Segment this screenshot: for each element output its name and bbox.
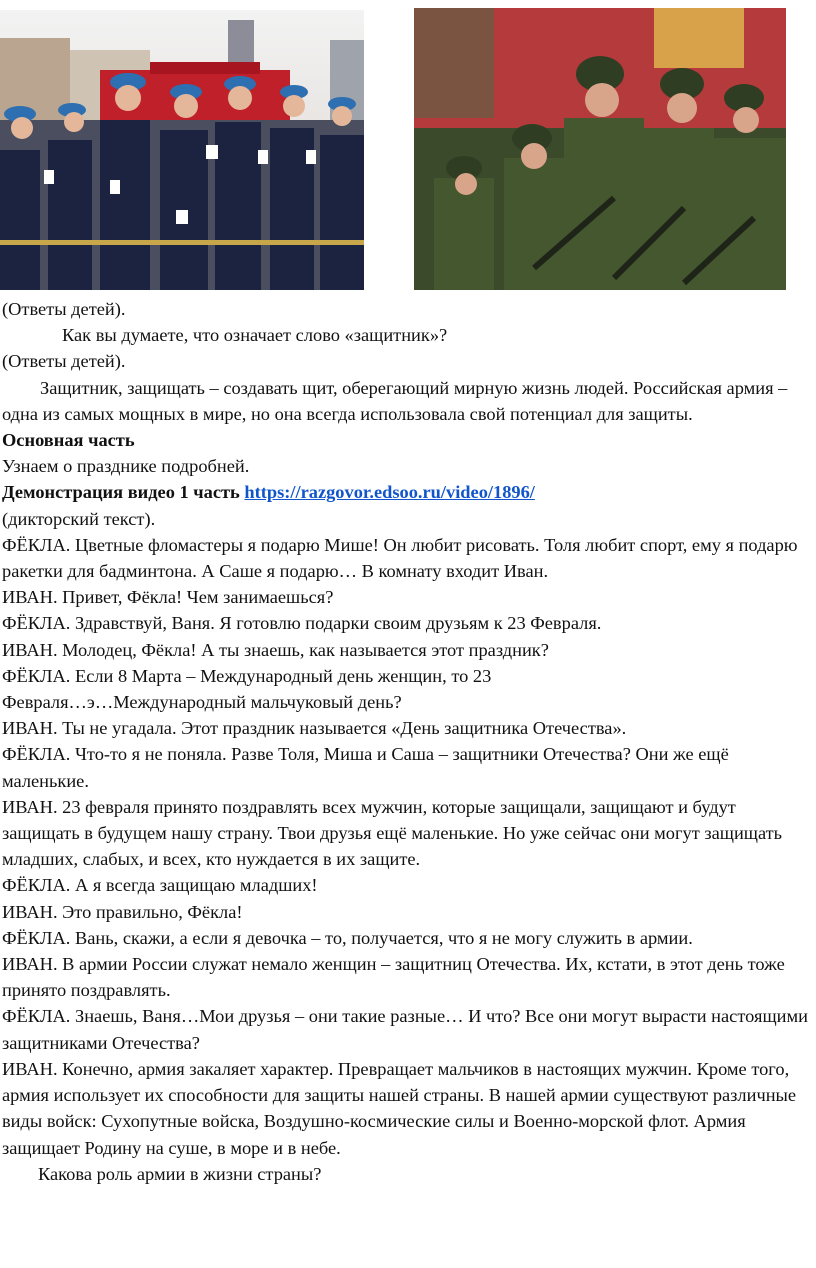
- section-heading-main-part: Основная часть: [2, 430, 135, 451]
- dialogue-line: ФЁКЛА. Знаешь, Ваня…Мои друзья – они такие разные… И что? Все они могут вырасти настоящими защитниками Отечества?: [2, 1006, 808, 1053]
- photo-row: [0, 8, 816, 290]
- parade-photo-left: [0, 10, 364, 290]
- paragraph-video-demo: [2, 479, 810, 505]
- document-body: [2, 296, 810, 1187]
- paragraph-answers-2: (Ответы детей).: [2, 351, 126, 372]
- dialogue-line: ФЁКЛА. Если 8 Марта – Международный день женщин, то 23: [2, 665, 492, 686]
- dialogue-line: ИВАН. Привет, Фёкла! Чем занимаешься?: [2, 587, 334, 608]
- parade-photo-left-image: [0, 10, 364, 290]
- dialogue-line: ИВАН. Это правильно, Фёкла!: [2, 901, 243, 922]
- paragraph-narrator-note: (дикторский текст).: [2, 508, 156, 529]
- dialogue-line: ИВАН. Конечно, армия закаляет характер. Превращает мальчиков в настоящих мужчин. Кроме того, армия использует их способности для защиты нашей страны. В нашей армии существуют различные виды войск: Сухопутные войска, Воздушно-космические силы и Военно-морской флот. Армия защищает Родину на суше, в море и в небе.: [2, 1058, 797, 1158]
- paragraph-question-army-role: Какова роль армии в жизни страны?: [38, 1163, 322, 1184]
- dialogue-line: ФЁКЛА. Вань, скажи, а если я девочка – то, получается, что я не могу служить в армии.: [2, 927, 693, 948]
- dialogue-line: ФЁКЛА. А я всегда защищаю младших!: [2, 875, 318, 896]
- dialogue-line: ИВАН. Ты не угадала. Этот праздник называется «День защитника Отечества».: [2, 718, 627, 739]
- parade-photo-right: [414, 8, 786, 290]
- parade-photo-right-image: [414, 8, 786, 290]
- dialogue-line: Февраля…э…Международный мальчуковый день?: [2, 692, 402, 713]
- paragraph-learn-more: Узнаем о празднике подробней.: [2, 456, 250, 477]
- video-demo-label: Демонстрация видео 1 часть: [2, 482, 240, 503]
- dialogue-line: ИВАН. 23 февраля принято поздравлять всех мужчин, которые защищали, защищают и будут защищать в будущем нашу страну. Твои друзья ещё маленькие. Но уже сейчас они могут защищать младших, слабых, и всех, кто нуждается в их защите.: [2, 796, 783, 870]
- paragraph-question-defender: Как вы думаете, что означает слово «защитник»?: [62, 325, 448, 346]
- paragraph-defender-definition: Защитник, защищать – создавать щит, оберегающий мирную жизнь людей. Российская армия – одна из самых мощных в мире, но она всегда использовала свой потенциал для защиты.: [2, 377, 788, 424]
- dialogue-line: ФЁКЛА. Цветные фломастеры я подарю Мише! Он любит рисовать. Толя любит спорт, ему я подарю ракетки для бадминтона. А Саше я подарю… В комнату входит Иван.: [2, 534, 798, 582]
- dialogue-line: ФЁКЛА. Что-то я не поняла. Разве Толя, Миша и Саша – защитники Отечества? Они же ещё маленькие.: [2, 744, 729, 791]
- dialogue-line: ИВАН. В армии России служат немало женщин – защитниц Отечества. Их, кстати, в этот день тоже принято поздравлять.: [2, 954, 785, 1001]
- video-link[interactable]: https://razgovor.edsoo.ru/video/1896/: [244, 482, 535, 503]
- paragraph-answers-1: (Ответы детей).: [2, 299, 126, 319]
- dialogue-line: ФЁКЛА. Здравствуй, Ваня. Я готовлю подарки своим друзьям к 23 Февраля.: [2, 613, 602, 634]
- dialogue-line: ИВАН. Молодец, Фёкла! А ты знаешь, как называется этот праздник?: [2, 639, 549, 660]
